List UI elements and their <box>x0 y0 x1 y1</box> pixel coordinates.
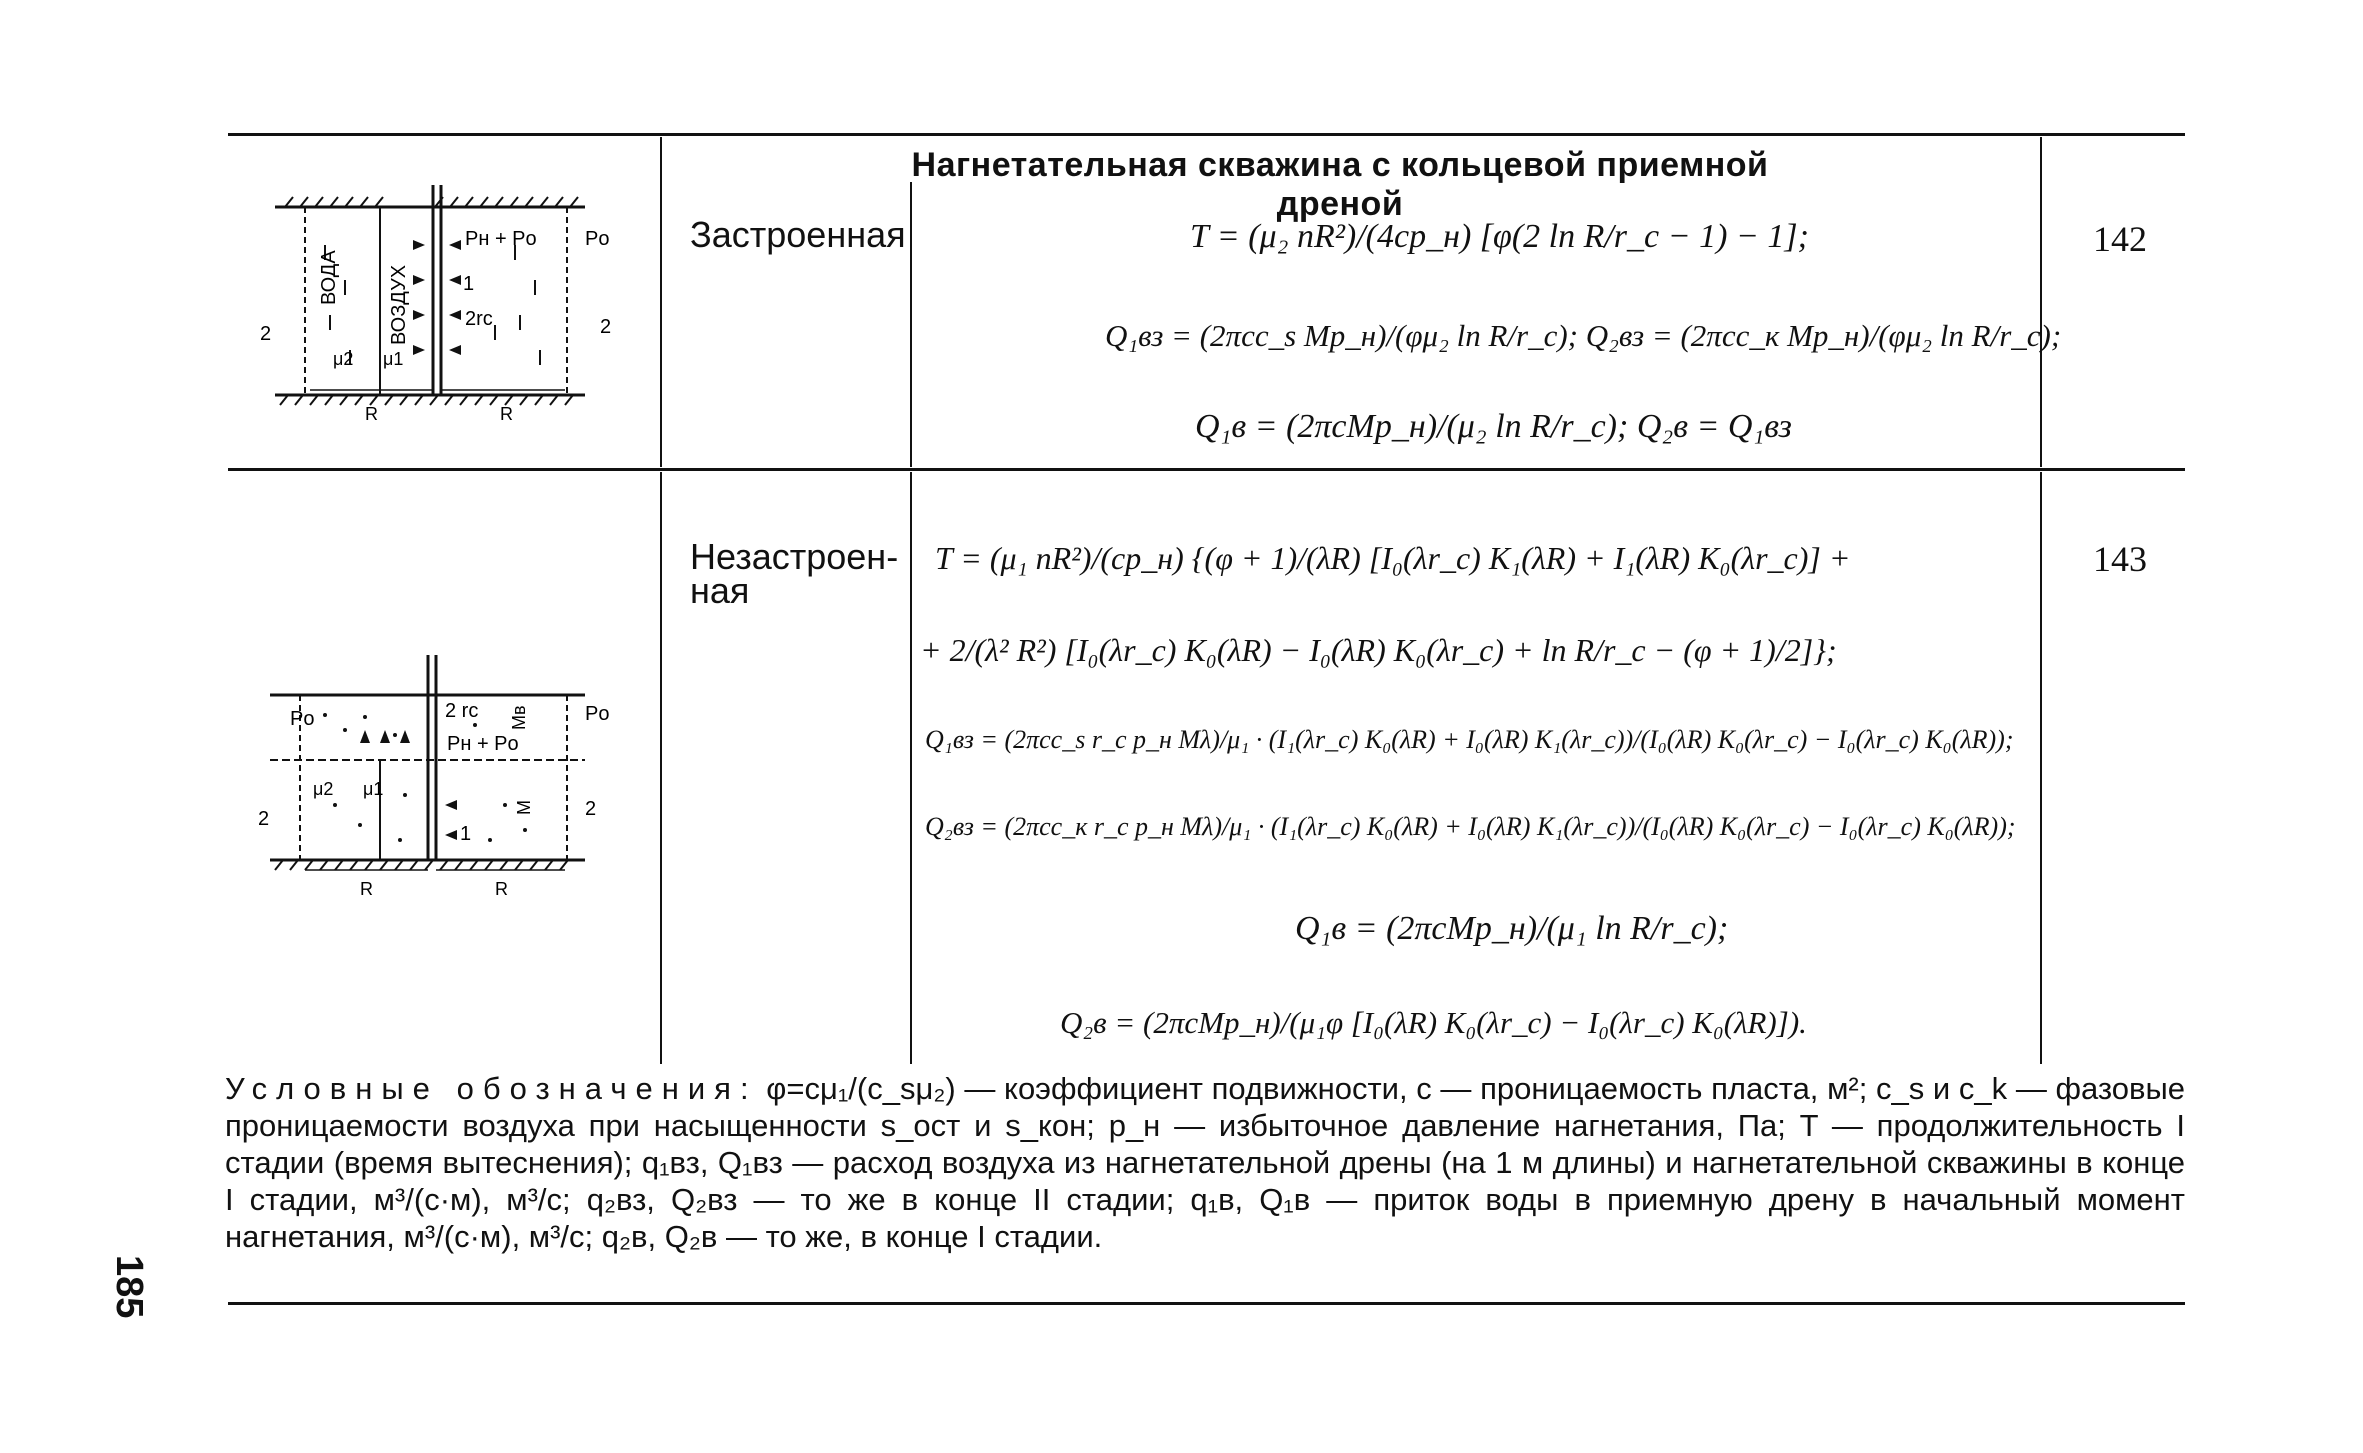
label-R-left: R <box>365 404 378 424</box>
col-divider-1 <box>660 137 662 467</box>
row2-formula-T-line2: + 2/(λ² R²) [I₀(λr_c) K₀(λR) − I₀(λR) K₀(λr_c) + ln R/r_c − (φ + 1)/2]}; <box>920 632 1837 668</box>
label-R-right: R <box>500 404 513 424</box>
label-M: M <box>514 800 534 815</box>
col-divider-3 <box>2040 137 2042 467</box>
row2-formula-Q1v: Q₁в = (2πcMp_н)/(μ₁ ln R/r_c); <box>1295 910 1729 947</box>
label-2rc: 2rc <box>465 308 493 330</box>
label-R-left: R <box>360 879 373 899</box>
label-water: ВОДА <box>318 250 340 305</box>
label-1: 1 <box>463 273 475 295</box>
label-pn-po: Pн + Pо <box>447 733 519 755</box>
col-divider-2 <box>910 182 912 467</box>
label-po-left: Pо <box>290 708 315 730</box>
row2-formula-Q2vz: Q₂вз = (2πcc_к r_c p_н Mλ)/μ₁ · (I₁(λr_c) K₀(λR) + I₀(λR) K₁(λr_c))/(I₀(λR) K₀(λr_c) − I₀(λr_c) K₀(λR)); <box>925 812 2016 841</box>
diagram-built-up-layer <box>255 185 625 425</box>
row-separator <box>228 468 2185 471</box>
label-2-right: 2 <box>600 316 612 338</box>
section-title: Нагнетательная скважина с кольцевой приемной дреной <box>911 146 1769 223</box>
row1-formula-Q1v-Q2v: Q₁в = (2πcMp_н)/(μ₂ ln R/r_c); Q₂в = Q₁вз <box>1195 408 1792 445</box>
row2-number: 143 <box>2093 539 2147 579</box>
legend-notation <box>225 1070 2185 1255</box>
row1-number: 142 <box>2093 219 2147 259</box>
diagram-undeveloped-layer <box>255 655 625 925</box>
label-2-left: 2 <box>258 808 270 830</box>
row2-label: Незастроен- ная <box>690 536 899 611</box>
col-divider-2b <box>910 472 912 1064</box>
label-mu2: μ2 <box>313 779 334 799</box>
label-po-right: Pо <box>585 703 610 725</box>
col-divider-3b <box>2040 472 2042 1064</box>
label-mu1: μ1 <box>363 779 384 799</box>
label-Mv: Mв <box>509 705 529 730</box>
label-pn-po: Pн + Pо <box>465 228 537 250</box>
row2-formula-Q1vz: Q₁вз = (2πcc_s r_c p_н Mλ)/μ₁ · (I₁(λr_c) K₀(λR) + I₀(λR) K₁(λr_c))/(I₀(λR) K₀(λr_c) − I₀(λr_c) K₀(λR)); <box>925 725 2014 754</box>
row1-formula-T: T = (μ₂ nR²)/(4cp_н) [φ(2 ln R/r_c − 1) − 1]; <box>1190 218 1809 255</box>
label-2-left: 2 <box>260 323 272 345</box>
label-2-right: 2 <box>585 798 597 820</box>
row2-formula-T-line1: T = (μ₁ nR²)/(cp_н) {(φ + 1)/(λR) [I₀(λr_c) K₁(λR) + I₁(λR) K₀(λr_c)] + <box>935 540 1851 576</box>
label-R-right: R <box>495 879 508 899</box>
label-mu1: μ1 <box>383 349 404 369</box>
label-po: Pо <box>585 228 610 250</box>
legend-heading: Условные обозначения: <box>225 1071 758 1106</box>
row1-formula-Q1vz-Q2vz: Q₁вз = (2πcc_s Mp_н)/(φμ₂ ln R/r_c); Q₂вз = (2πcc_к Mp_н)/(φμ₂ ln R/r_c); <box>1105 318 2062 353</box>
row1-label: Застроенная <box>690 214 906 255</box>
row2-formula-Q2v: Q₂в = (2πcMp_н)/(μ₁φ [I₀(λR) K₀(λr_c) − I₀(λr_c) K₀(λR)]). <box>1060 1005 1807 1040</box>
label-air: ВОЗДУХ <box>388 264 410 345</box>
label-1: 1 <box>460 823 472 845</box>
label-mu2: μ2 <box>333 349 354 369</box>
bottom-rule <box>228 1302 2185 1305</box>
page-number: 185 <box>108 1255 150 1319</box>
legend-text: φ=cμ₁/(c_sμ₂) — коэффициент подвижности, c — проницаемость пласта, м²; c_s и c_k — фазовые проницаемости воздуха при насыщенности s_ост и s_кон; p_н — избыточное давление нагнетания, Па; T — продолжительность I стадии (время вытеснения); q₁вз, Q₁вз — расход воздуха из нагнетательной дрены (на 1 м длины) и нагнетательной скважины в конце I стадии, м³/(с·м), м³/с; q₂вз, Q₂вз — то же в конце II стадии; q₁в, Q₁в — приток воды в приемную дрену в начальный момент нагнетания, м³/(с·м), м³/с; q₂в, Q₂в — то же, в конце I стадии. <box>225 1071 2185 1254</box>
col-divider-1b <box>660 472 662 1064</box>
top-rule <box>228 133 2185 136</box>
label-2rc: 2 rc <box>445 700 479 722</box>
